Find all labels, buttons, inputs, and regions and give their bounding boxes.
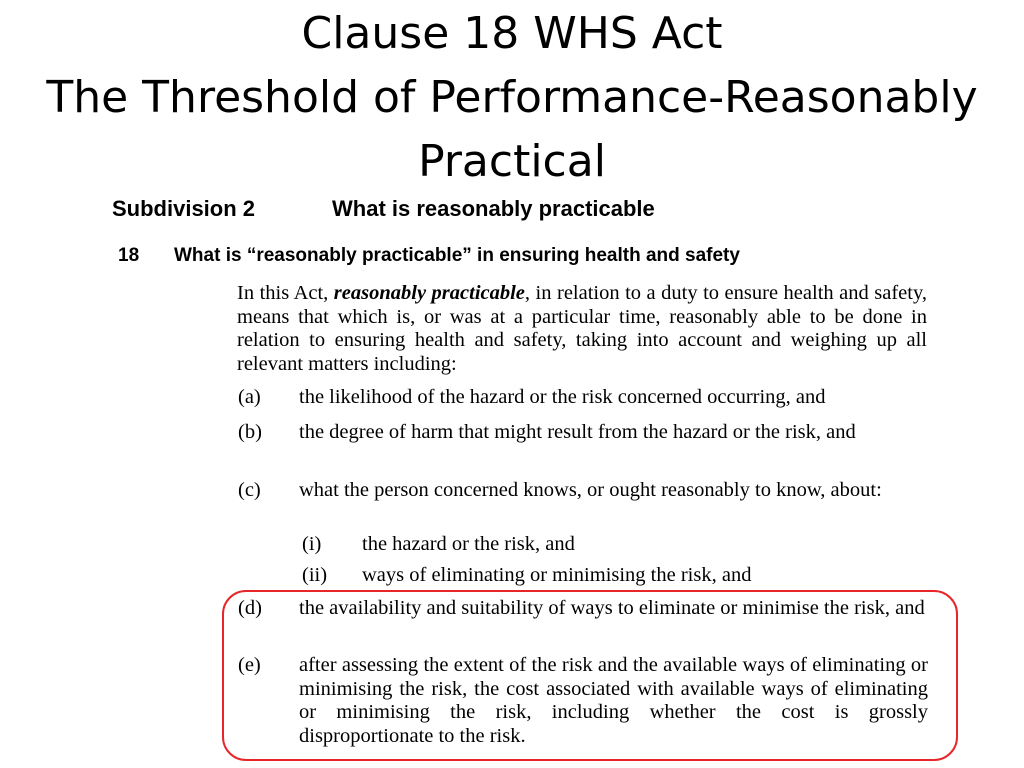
item-label: (d) [238,597,262,619]
item-text: the likelihood of the hazard or the risk concerned occurring, and [299,386,826,408]
subitem-label: (i) [302,533,322,555]
subitem-text: the hazard or the risk, and [362,533,575,555]
item-label: (a) [238,386,261,408]
subdivision-title: What is reasonably practicable [332,196,655,221]
list-item-b [238,421,928,445]
item-text: after assessing the extent of the risk and the available ways of eliminating or minimising the risk, the cost associated with available ways of eliminating or minimising the risk, including whether the cost is grossly disproportionate to the risk. [299,654,928,747]
section-title: What is “reasonably practicable” in ensuring health and safety [174,245,740,266]
item-text: the degree of harm that might result from the hazard or the risk, and [299,421,856,443]
intro-paragraph [237,282,927,376]
subdivision-label: Subdivision 2 [112,196,256,221]
item-label: (e) [238,654,261,676]
subitem-label: (ii) [302,564,328,586]
item-label: (b) [238,421,262,443]
title-line-1: Clause 18 WHS Act [301,8,723,59]
subdivision-heading [112,195,655,223]
section-heading [118,244,740,268]
title-line-2: The Threshold of Performance-Reasonably [46,72,978,123]
intro-after: , in relation to a duty to ensure health and safety, means that which is, or was at a particular time, reasonably able to be done in relation to ensuring health and safety, taking into account and weighing up all relevant matters including: [237,282,927,375]
intro-before: In this Act, [237,282,334,304]
slide-title [0,2,1024,194]
item-label: (c) [238,479,261,501]
list-subitem-i [302,533,927,557]
highlight-box [222,590,958,761]
defined-term: reasonably practicable [333,282,525,304]
list-item-a [238,386,928,410]
subitem-text: ways of eliminating or minimising the risk, and [362,564,752,586]
list-item-c [238,479,928,503]
section-number: 18 [118,245,140,266]
item-text: the availability and suitability of ways to eliminate or minimise the risk, and [299,597,925,619]
list-subitem-ii [302,564,927,588]
title-line-3: Practical [418,136,606,187]
item-text: what the person concerned knows, or ought reasonably to know, about: [299,479,882,501]
